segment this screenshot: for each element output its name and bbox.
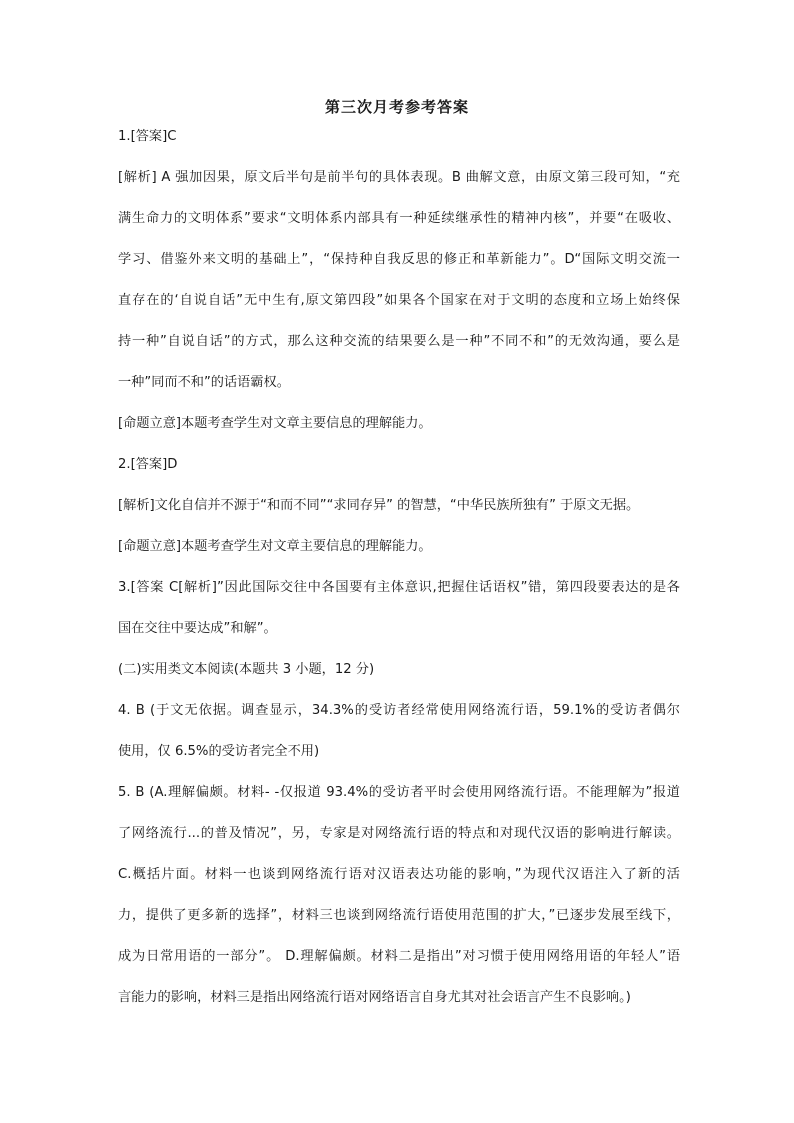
- answer-1-heading: 1.[答案]C: [118, 129, 177, 144]
- answer-1-analysis-line: 一种”同而不和”的话语霸权。: [118, 375, 290, 390]
- answer-5-line: 了网络流行...的普及情况”，另，专家是对网络流行语的特点和对现代汉语的影响进行解读。: [118, 826, 680, 841]
- answer-1-analysis-line: 满生命力的文明体系”要求“文明体系内部具有一种延续继承性的精神内核”，并要“在吸收、: [118, 211, 680, 226]
- answer-1-intent: [命题立意]本题考查学生对文章主要信息的理解能力。: [118, 416, 432, 431]
- answer-1-analysis-line: 直存在的‘自说自话”无中生有,原文第四段”如果各个国家在对于文明的态度和立场上始终保: [118, 293, 680, 308]
- answer-3-line: 3.[答案 C[解析]”因此国际交往中各国要有主体意识,把握住话语权”错，第四段要表达的是各: [118, 580, 680, 595]
- answer-5-line: 言能力的影响，材料三是指出网络流行语对网络语言自身尤其对社会语言产生不良影响。): [118, 990, 631, 1005]
- answer-4-line: 使用，仅 6.5%的受访者完全不用): [118, 744, 320, 759]
- answer-5-line: C.概括片面。材料一也谈到网络流行语对汉语表达功能的影响，”为现代汉语注入了新的活: [118, 867, 680, 882]
- answer-1-analysis-line: [解析] A 强加因果，原文后半句是前半句的具体表现。B 曲解文意，由原文第三段可知，“充: [118, 170, 680, 185]
- answer-2-heading: 2.[答案]D: [118, 457, 178, 472]
- answer-1-analysis-line: 学习、借鉴外来文明的基础上”，“保持种自我反思的修正和革新能力”。D“国际文明交流一: [118, 252, 680, 267]
- answer-3-line: 国在交往中要达成”和解”。: [118, 621, 277, 636]
- answer-4-line: 4. B (于文无依据。调查显示，34.3%的受访者经常使用网络流行语，59.1%的受访者偶尔: [118, 703, 680, 718]
- answer-5-line: 5. B (A.理解偏颇。材料- -仅报道 93.4%的受访者平时会使用网络流行语。不能理解为”报道: [118, 785, 680, 800]
- answer-1-analysis-line: 持一种”自说自话”的方式，那么这种交流的结果要么是一种”不同不和”的无效沟通，要么是: [118, 334, 680, 349]
- answer-5-line: 力，提供了更多新的选择”，材料三也谈到网络流行语使用范围的扩大，”已逐步发展至线下，: [118, 908, 680, 923]
- section-heading: (二)实用类文本阅读(本题共 3 小题，12 分): [118, 662, 375, 677]
- answer-content: [118, 126, 680, 1028]
- answer-5-line: 成为日常用语的一部分”。 D.理解偏颇。材料二是指出”对习惯于使用网络用语的年轻人”语: [118, 949, 680, 964]
- answer-2-intent: [命题立意]本题考查学生对文章主要信息的理解能力。: [118, 539, 432, 554]
- answer-2-analysis-line: [解析]文化自信并不源于“和而不同”“求同存异” 的智慧，“中华民族所独有” 于原文无据。: [118, 498, 640, 513]
- document-title: 第三次月考参考答案: [324, 98, 469, 116]
